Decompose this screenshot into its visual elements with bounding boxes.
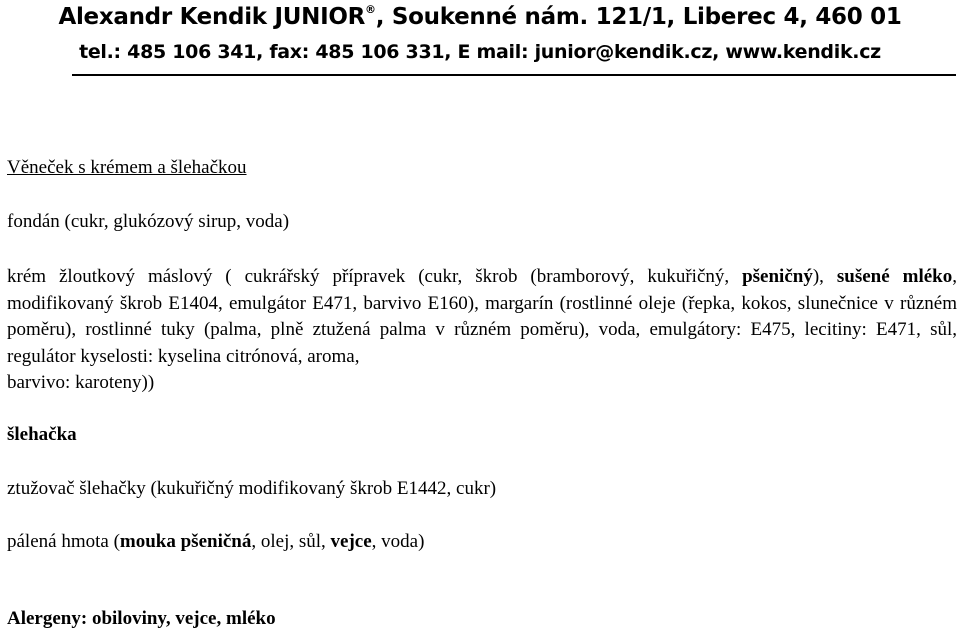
palena-allergen-flour: mouka pšeničná	[119, 531, 252, 552]
slehacka-heading: šlehačka	[7, 424, 77, 445]
registered-mark: ®	[365, 3, 376, 16]
company-name: Alexandr Kendik JUNIOR	[58, 4, 366, 30]
company-address: , Soukenné nám. 121/1, Liberec 4, 460 01	[375, 4, 902, 30]
krem-allergen-milk: sušené mléko	[836, 266, 953, 287]
ingredient-ztuzovac: ztužovač šlehačky (kukuřičný modifikovaný škrob E1442, cukr)	[7, 478, 497, 499]
ingredient-krem	[7, 264, 957, 397]
header-divider	[72, 74, 956, 76]
palena-allergen-egg: vejce	[330, 531, 372, 552]
krem-allergen-wheat: pšeničný	[742, 266, 813, 287]
palena-text-1: pálená hmota (	[7, 531, 120, 552]
contact-line: tel.: 485 106 341, fax: 485 106 331, E mail: junior@kendik.cz, www.kendik.cz	[79, 41, 881, 63]
krem-text-2: ),	[812, 266, 837, 287]
ingredient-fondan: fondán (cukr, glukózový sirup, voda)	[7, 211, 290, 232]
krem-text-3: , modifikovaný škrob E1404, emulgátor E471, barvivo E160), margarín (rostlinné oleje (řepka, kokos, slunečnice v různém poměru), rostlinné tuky (palma, plně ztužená palma v různém poměru), voda, emulgátory: E475, lecitiny: E471, sůl, regulátor kyselosti: kyselina citrónová, aroma,	[7, 266, 957, 367]
palena-text-2: , olej, sůl,	[251, 531, 331, 552]
palena-text-3: , voda)	[371, 531, 425, 552]
allergens-summary: Alergeny: obiloviny, vejce, mléko	[7, 608, 276, 629]
company-line	[0, 3, 960, 31]
krem-text-1: krém žloutkový máslový ( cukrářský přípravek (cukr, škrob (bramborový, kukuřičný,	[7, 266, 743, 287]
product-title: Věneček s krémem a šlehačkou	[7, 157, 247, 178]
ingredient-palena-hmota	[7, 531, 424, 553]
krem-text-4: barvivo: karoteny))	[7, 372, 155, 393]
